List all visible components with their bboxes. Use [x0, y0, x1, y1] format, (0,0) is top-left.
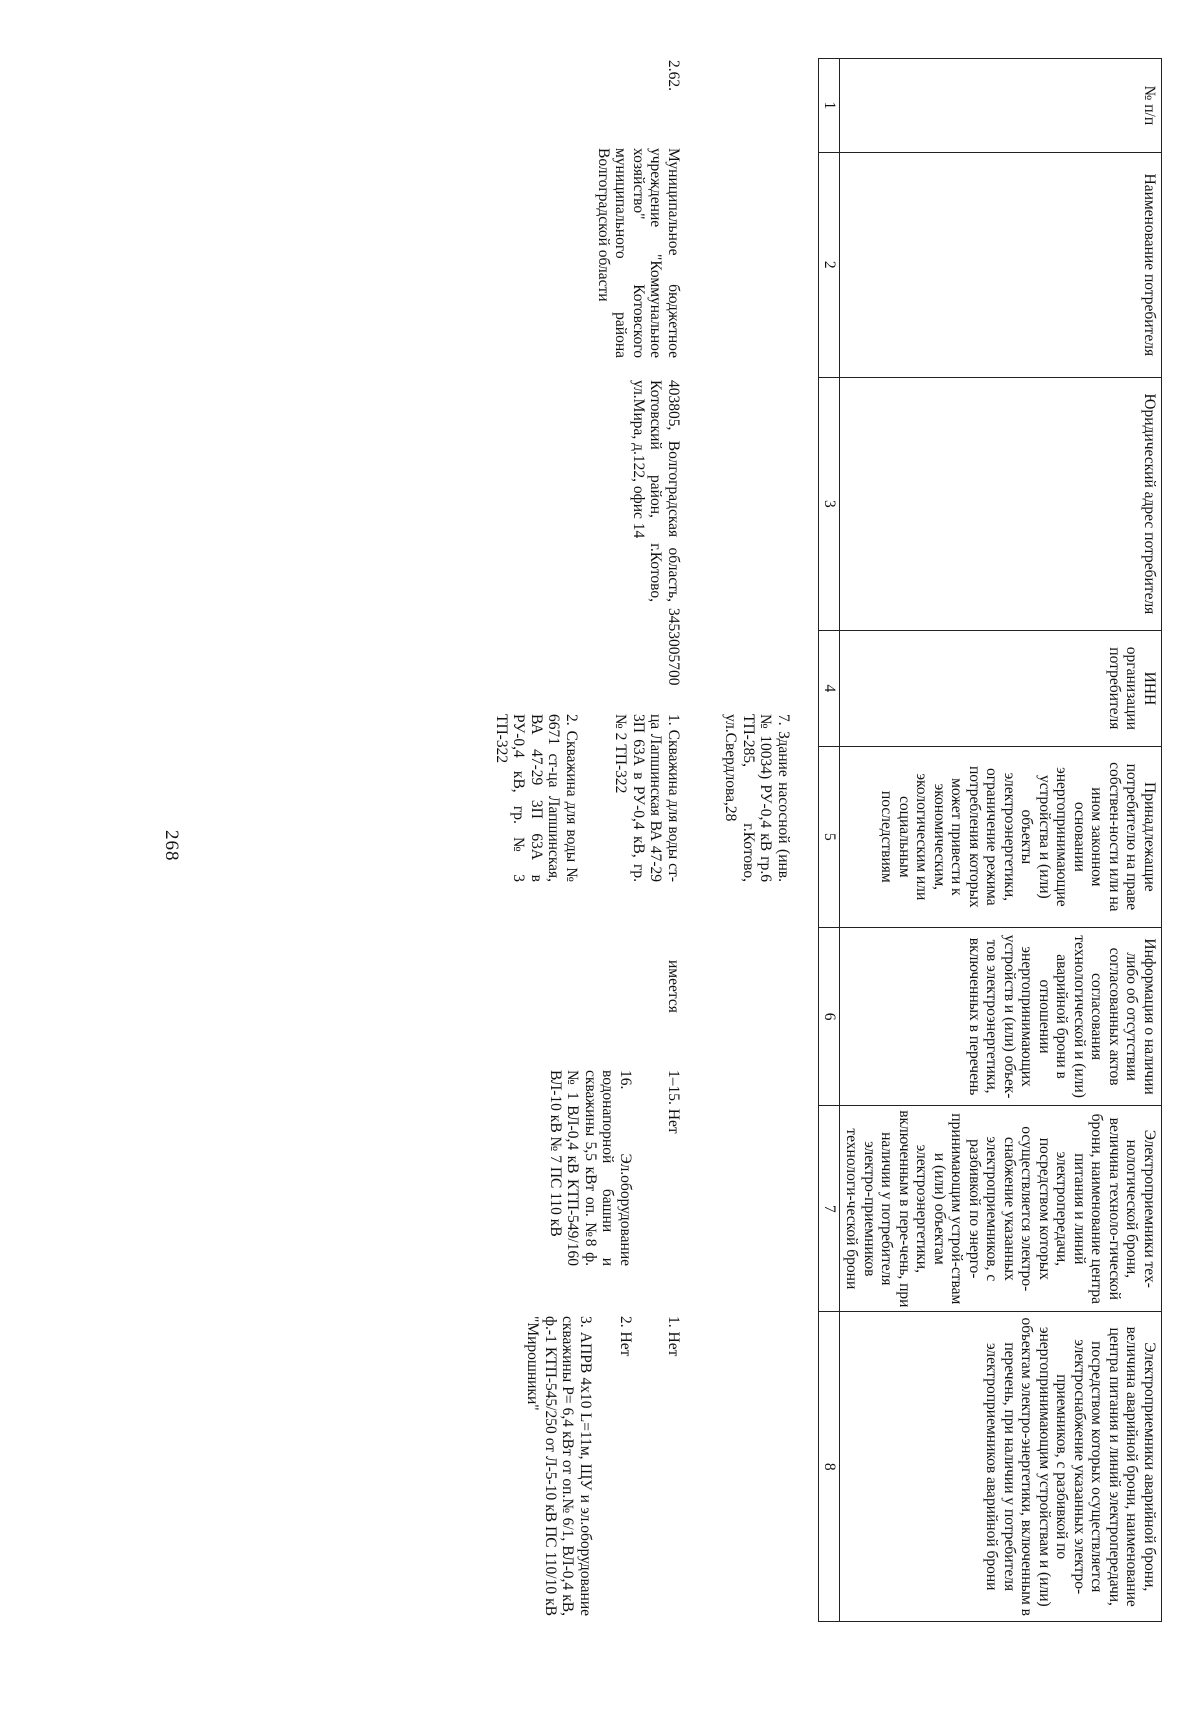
column-number: 8 — [819, 1312, 840, 1622]
row-number: 2.62. — [665, 60, 682, 91]
column-number: 4 — [819, 631, 840, 747]
emergency-reserve-item: 3. АПРВ 4x10 L=11м, ЩУ и эл.оборудование скважины P= 6,4 кВт от оп.№ 6/1, ВЛ-0,4 кВ, ф.-1 КТП-545/250 от Л-5-10 кВ ПС 110/10 кВ "Мирошники" — [524, 1316, 594, 1616]
header-consumer-name: Наименование потребителя — [840, 152, 1162, 377]
column-number: 1 — [819, 59, 840, 153]
object-item: 1. Скважина для воды ст-ца Лапшинская ВА 47-29 3П 63А в РУ-0,4 кВ, гр. № 2 ТП-322 — [612, 714, 682, 882]
header-objects: Принадлежащие потребителю на праве собствен-ности или на ином законном основании энергопринимающие устройства и (или) объекты электроэнергетики, ограничение режима потребления которых может привести к экономическим, экологическим или социальным последствиям — [840, 746, 1162, 927]
header-inn: ИНН организации потребителя — [840, 631, 1162, 747]
header-row — [840, 59, 1162, 1622]
column-number: 3 — [819, 377, 840, 630]
reserve-table — [818, 58, 1162, 1622]
carry-over-object: 7. Здание насосной (инв. № 10034) РУ-0,4 кВ гр.6 ТП-285, г.Котово, ул.Свердлова,28 — [722, 714, 792, 882]
header-legal-address: Юридический адрес потребителя — [840, 377, 1162, 630]
consumer-inn: 3453005700 — [665, 608, 682, 686]
column-number-row — [819, 59, 840, 1622]
header-number: № п/п — [840, 59, 1162, 153]
emergency-reserve-item: 2. Нет — [617, 1316, 634, 1357]
emergency-reserve-item: 1. Нет — [665, 1316, 682, 1357]
consumer-address: 403805, Волгоградская область, Котовский район, г.Котово, ул.Мира, д.122, офис 14 — [630, 380, 682, 602]
column-number: 2 — [819, 152, 840, 377]
column-number: 6 — [819, 927, 840, 1105]
column-number: 5 — [819, 746, 840, 927]
tech-reserve-item: 16. Эл.оборудование водонапорной башни и скважины 5,5 кВт оп. №8 ф. № 1 ВЛ-0,4 кВ КТП-549/160 ВЛ-10 кВ № 7 ПС 110 кВ — [547, 1070, 634, 1266]
header-emergency-reserve: Электроприемники аварийной брони, величина аварийной брони, наименование центра питания и линий электропередачи, посредством которых осуществляется электроснабжение указанных электро-приемников, с разбивкой по энергопринимающим устройствам и (или) объектам электро-энергетики, включенным в перечень, при наличии у потребителя электроприемников аварийной брони — [840, 1312, 1162, 1622]
header-tech-reserve: Электроприемники тех-нологической брони, величина техноло-гической брони, наименование центра питания и линий электропередачи, посредством которых осуществляется электро-снабжение указанных электроприемников, с разбивкой по энерго-принимающим устрой-ствам и (или) объектам электроэнергетики, включенным в пере-чень, при наличии у потребителя электро-приемников технологи-ческой брони — [840, 1106, 1162, 1312]
column-number: 7 — [819, 1106, 840, 1312]
page-number: 268 — [161, 830, 182, 862]
acts-info: имеется — [665, 960, 682, 1013]
object-item: 2. Скважина для воды № 6671 ст-ца Лапшинская, ВА 47-29 3П 63А в РУ-0,4 кВ, гр. № 3 ТП-322 — [493, 714, 580, 882]
tech-reserve-item: 1–15. Нет — [665, 1070, 682, 1134]
consumer-name: Муниципальное бюджетное учреждение "Коммунальное хозяйство" Котовского муниципального района Волгоградской области — [595, 148, 682, 358]
header-acts-info: Информация о наличии либо об отсутствии согласованных актов согласования технологической и (или) аварийной брони в отношении энергопринимающих устройств и (или) объек-тов электроэнергетики, включенных в перечень — [840, 927, 1162, 1105]
